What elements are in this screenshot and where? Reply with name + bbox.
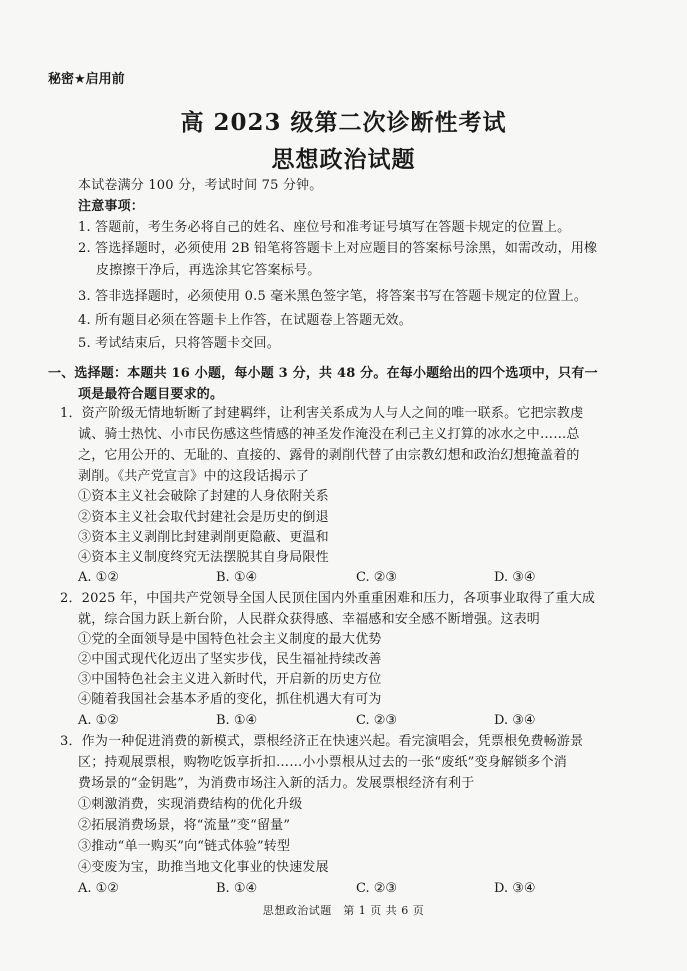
question-text: 诚、骑士热忱、小市民伤感这些情感的神圣发作淹没在利己主义打算的冰水之中……总 [78,427,580,442]
question-text: 3．作为一种促进消费的新模式，票根经济正在快速兴起。看完演唱会，凭票根免费畅游景 [60,734,584,749]
notes-heading: 注意事项： [78,199,145,214]
choice-b: B. ①④ [216,570,258,585]
statement-item: ④变废为宝，助推当地文化事业的快速发展 [78,860,329,875]
statement-item: ②拓展消费场景，将“流量”变“留量” [78,818,291,833]
statement-item: ②资本主义社会取代封建社会是历史的倒退 [78,510,329,525]
exam-subtitle: 思想政治试题 [271,146,416,173]
question-text: 1．资产阶级无情地斩断了封建羁绊，让利害关系成为人与人之间的唯一联系。它把宗教虔 [60,406,584,421]
choice-b: B. ①④ [216,881,258,896]
note-item: 5. 考试结束后，只将答题卡交回。 [78,336,280,351]
note-item: 2. 答选择题时，必须使用 2B 铅笔将答题卡上对应题目的答案标号涂黑，如需改动，用橡 [78,241,598,256]
statement-item: ①刺激消费，实现消费结构的优化升级 [78,797,303,812]
choice-d: D. ③④ [494,881,536,896]
question-text: 就，综合国力跃上新台阶，人民群众获得感、幸福感和安全感不断增强。这表明 [78,612,541,627]
note-item: 3. 答非选择题时，必须使用 0.5 毫米黑色签字笔，将答案书写在答题卡规定的位置上。 [78,289,588,304]
statement-item: ④随着我国社会基本矛盾的变化，抓住机遇大有可为 [78,692,382,707]
section-heading-continued: 项是最符合题目要求的。 [78,387,224,402]
statement-item: ④资本主义制度终究无法摆脱其自身局限性 [78,550,329,565]
question-text: 2．2025 年，中国共产党领导全国人民顶住国内外重重困难和压力，各项事业取得了重大成 [60,591,596,606]
statement-item: ①资本主义社会破除了封建的人身依附关系 [78,489,329,504]
note-item: 1. 答题前，考生务必将自己的姓名、座位号和准考证号填写在答题卡规定的位置上。 [78,220,571,235]
note-item-continued: 皮擦擦干净后，再选涂其它答案标号。 [96,263,321,278]
choice-c: C. ②③ [356,570,398,585]
statement-item: ③中国特色社会主义进入新时代，开启新的历史方位 [78,672,382,687]
choice-c: C. ②③ [356,881,398,896]
confidential-label: 秘密★启用前 [48,72,125,87]
exam-intro: 本试卷满分 100 分，考试时间 75 分钟。 [78,178,323,193]
choice-a: A. ①② [78,881,119,896]
note-item: 4. 所有题目必须在答题卡上作答，在试题卷上答题无效。 [78,313,412,328]
choice-c: C. ②③ [356,713,398,728]
question-text: 费场景的“金钥匙”，为消费市场注入新的活力。发展票根经济有利于 [78,776,475,791]
section-heading: 一、选择题：本题共 16 小题，每小题 3 分，共 48 分。在每小题给出的四个选项中，只有一 [48,366,598,381]
statement-item: ②中国式现代化迈出了坚实步伐，民生福祉持续改善 [78,652,382,667]
question-text: 区；持观展票根，购物吃饭享折扣……小小票根从过去的一张“废纸”变身解锁多个消 [78,755,567,770]
page-footer: 思想政治试题 第 1 页 共 6 页 [262,904,425,917]
statement-item: ③推动“单一购买”向“链式体验”转型 [78,839,291,854]
statement-item: ①党的全面领导是中国特色社会主义制度的最大优势 [78,632,382,647]
choice-b: B. ①④ [216,713,258,728]
exam-title: 高 2023 级第二次诊断性考试 [180,109,507,136]
statement-item: ③资本主义剥削比封建剥削更隐蔽、更温和 [78,530,329,545]
choice-d: D. ③④ [494,570,536,585]
choice-d: D. ③④ [494,713,536,728]
choice-a: A. ①② [78,570,119,585]
question-text: 之，它用公开的、无耻的、直接的、露骨的剥削代替了由宗教幻想和政治幻想掩盖着的 [78,448,580,463]
question-text: 剥削。《共产党宣言》中的这段话揭示了 [78,469,310,484]
choice-a: A. ①② [78,713,119,728]
